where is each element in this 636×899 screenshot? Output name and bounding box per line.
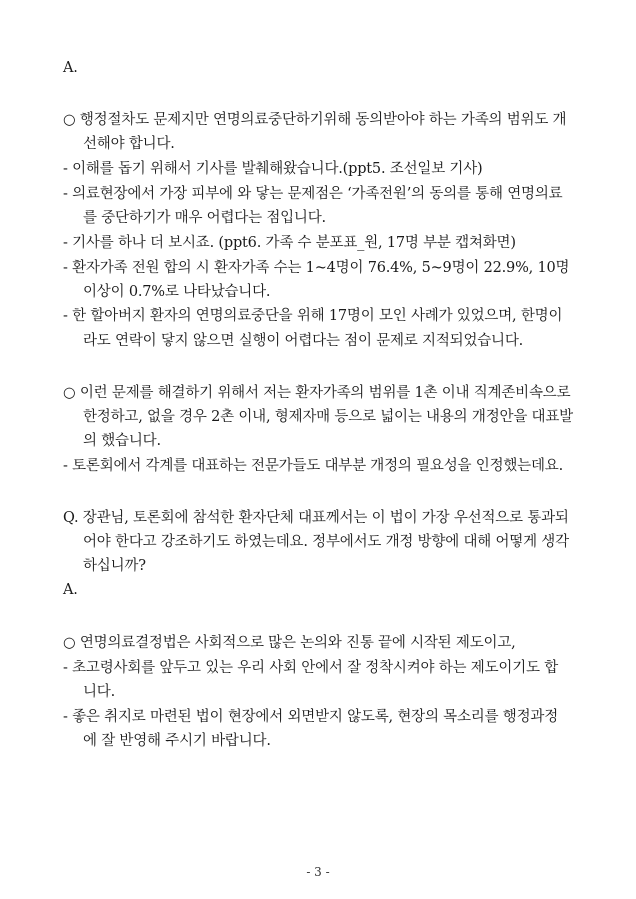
- page-number: - 3 -: [306, 865, 330, 879]
- dash-item-line: - 토론회에서 각계를 대표하는 전문가들도 대부분 개정의 필요성을 인정했는데요.: [63, 458, 564, 474]
- dash-item-line: 이상이 0.7%로 나타났습니다.: [83, 284, 271, 300]
- paragraph-line: ○ 이런 문제를 해결하기 위해서 저는 환자가족의 범위를 1촌 이내 직계존비속으로: [63, 385, 571, 401]
- answer-label: A.: [63, 582, 78, 598]
- question-line: 하십니까?: [83, 558, 146, 574]
- paragraph-line: ○ 연명의료결정법은 사회적으로 많은 논의와 진통 끝에 시작된 제도이고,: [63, 635, 516, 651]
- dash-item-line: 니다.: [83, 684, 116, 700]
- dash-item-line: 라도 연락이 닿지 않으면 실행이 어렵다는 점이 문제로 지적되었습니다.: [83, 333, 524, 349]
- dash-item-line: 에 잘 반영해 주시기 바랍니다.: [83, 733, 271, 749]
- paragraph-line: ○ 행정절차도 문제지만 연명의료중단하기위해 동의받아야 하는 가족의 범위도 개: [63, 112, 567, 128]
- dash-item-line: 를 중단하기가 매우 어렵다는 점입니다.: [83, 210, 326, 226]
- dash-item-line: - 한 할아버지 환자의 연명의료중단을 위해 17명이 모인 사례가 있었으며, 한명이: [63, 308, 563, 324]
- question-line: 어야 한다고 강조하기도 하였는데요. 정부에서도 개정 방향에 대해 어떻게 생각: [83, 534, 569, 550]
- dash-item-line: - 초고령사회를 앞두고 있는 우리 사회 안에서 잘 정착시켜야 하는 제도이기도 합: [63, 660, 559, 676]
- question-line: Q. 장관님, 토론회에 참석한 환자단체 대표께서는 이 법이 가장 우선적으로 통과되: [63, 510, 569, 526]
- paragraph-line: 선해야 합니다.: [83, 136, 175, 152]
- dash-item-line: - 좋은 취지로 마련된 법이 현장에서 외면받지 않도록, 현장의 목소리를 행정과정: [63, 709, 559, 725]
- paragraph-line: 한정하고, 없을 경우 2촌 이내, 형제자매 등으로 넓이는 내용의 개정안을 대표발: [83, 409, 573, 425]
- dash-item-line: - 환자가족 전원 합의 시 환자가족 수는 1~4명이 76.4%, 5~9명이 22.9%, 10명: [63, 260, 570, 276]
- dash-item-line: - 의료현장에서 가장 피부에 와 닿는 문제점은 ‘가족전원’의 동의를 통해 연명의료: [63, 186, 563, 202]
- dash-item-line: - 기사를 하나 더 보시죠. (ppt6. 가족 수 분포표_원, 17명 부분 캡쳐화면): [63, 235, 516, 251]
- paragraph-line: 의 했습니다.: [83, 433, 161, 449]
- dash-item-line: - 이해를 돕기 위해서 기사를 발췌해왔습니다.(ppt5. 조선일보 기사): [63, 161, 483, 177]
- answer-label: A.: [63, 60, 78, 76]
